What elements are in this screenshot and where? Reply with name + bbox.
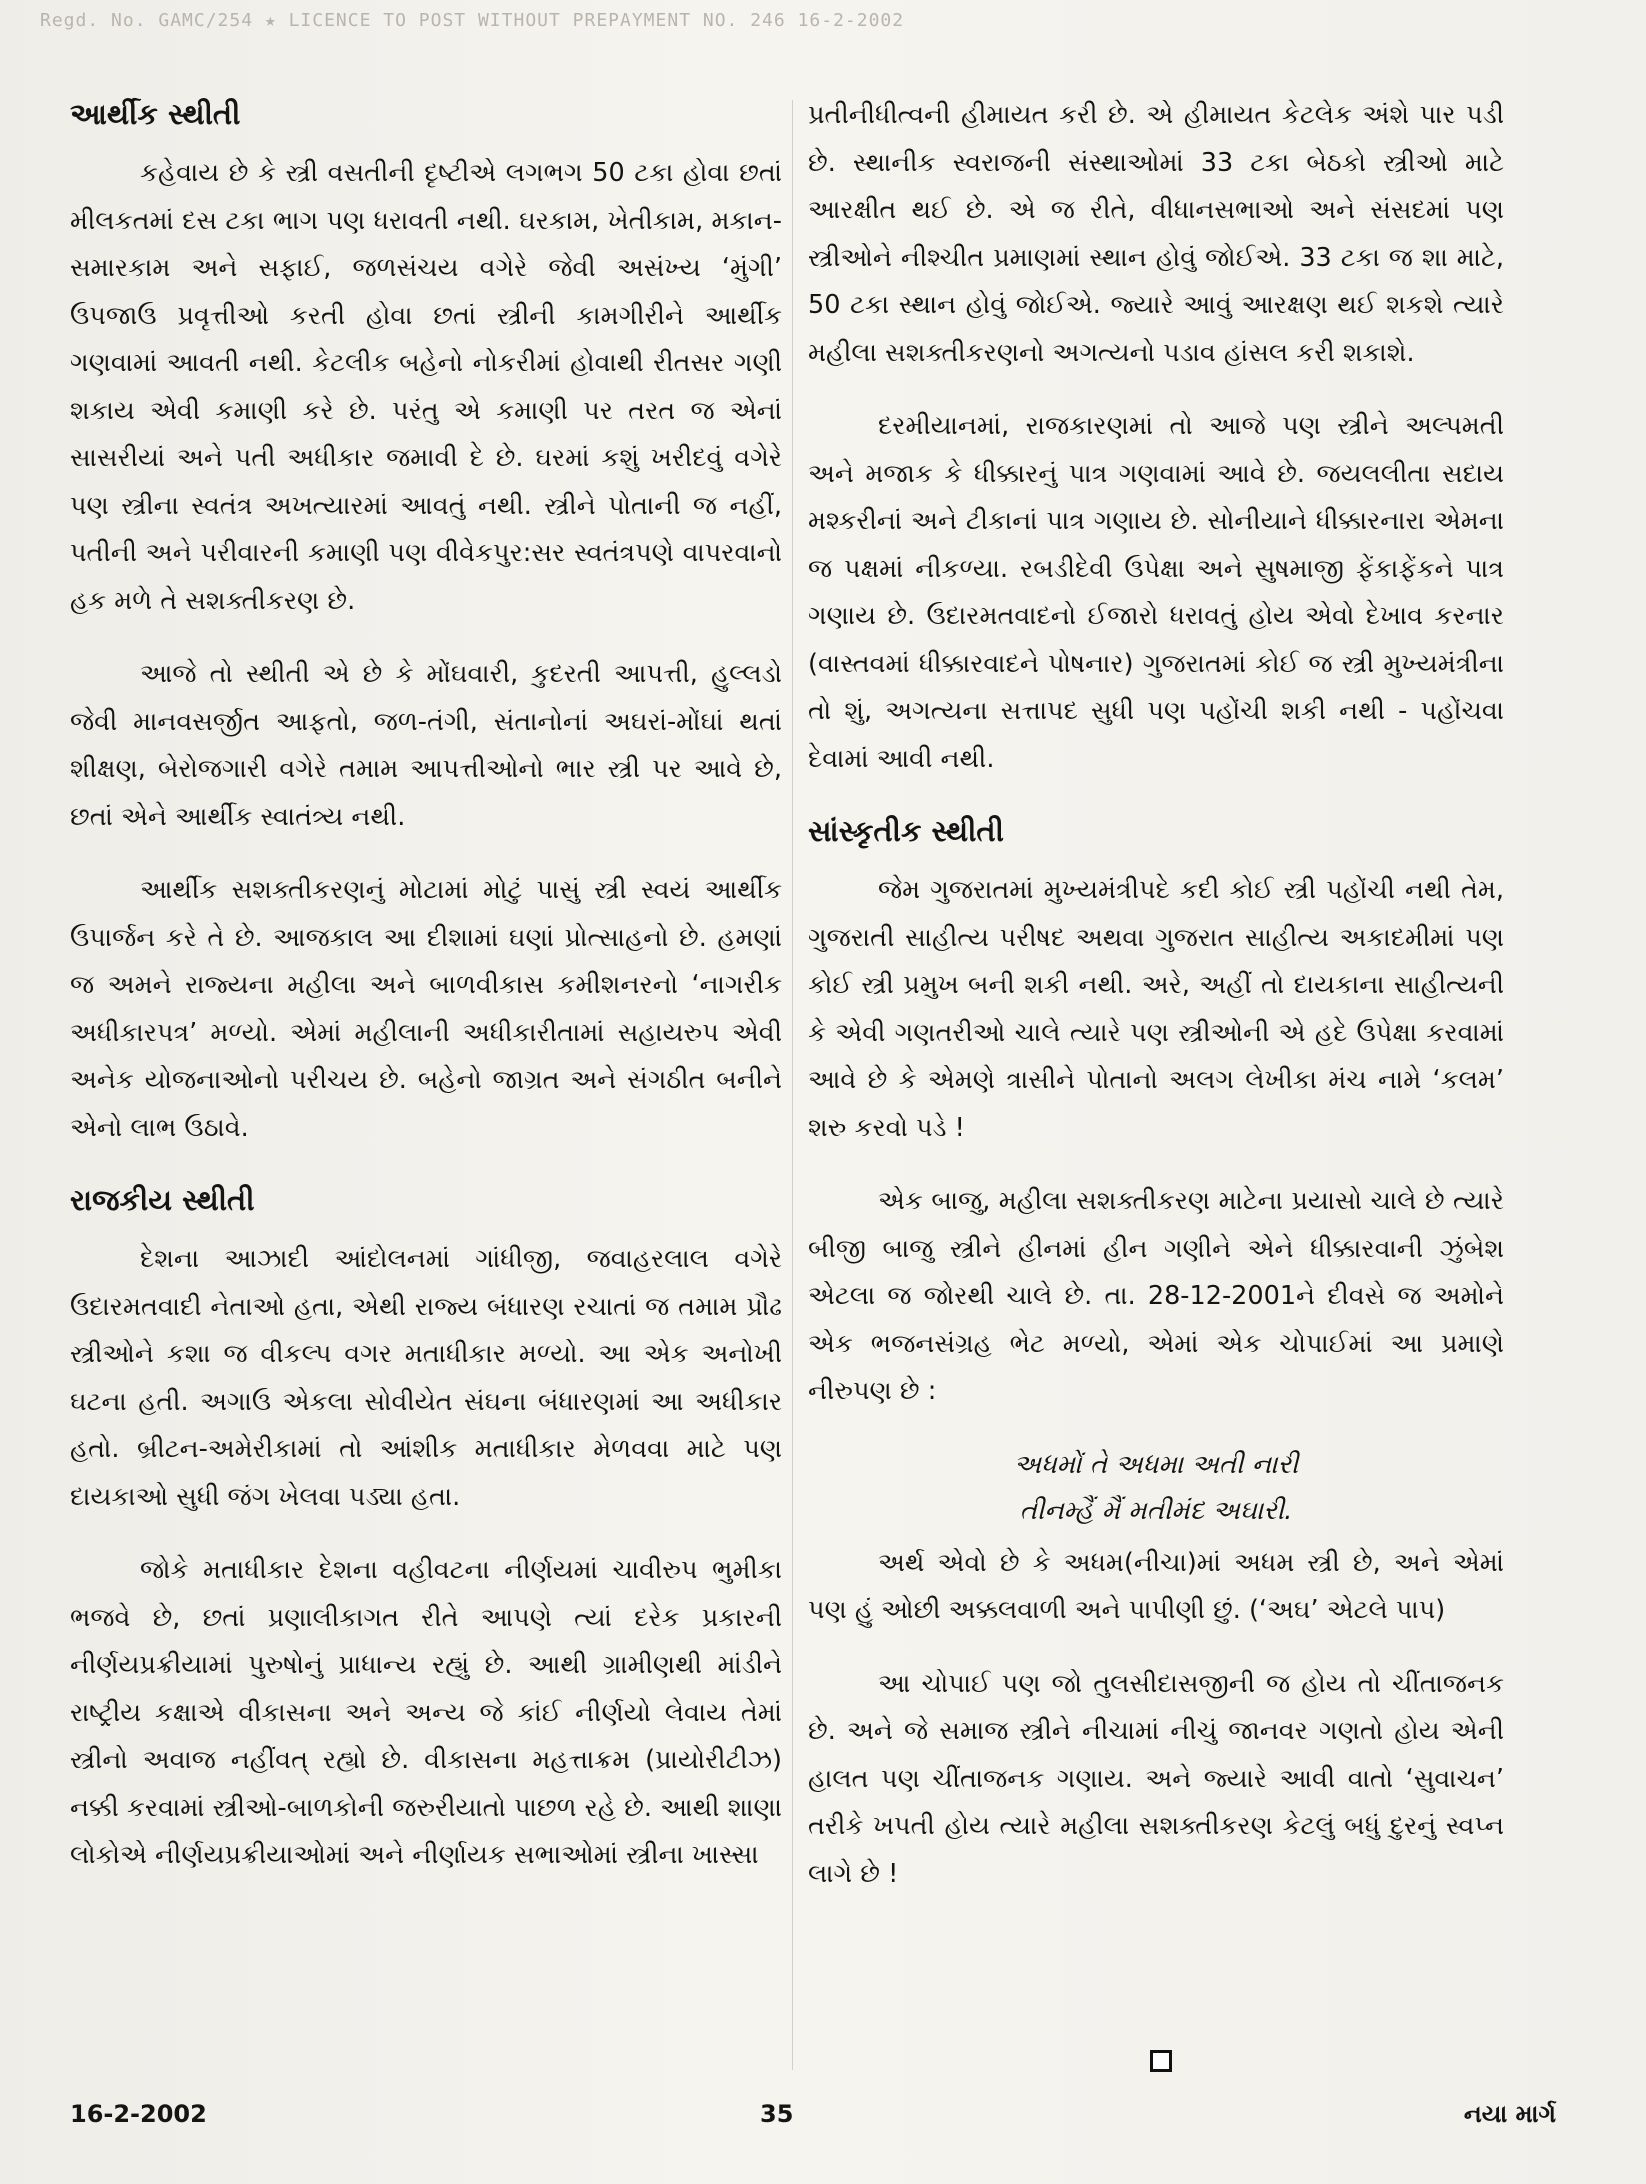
paragraph: જોકે મતાધીકાર દેશના વહીવટના નીર્ણયમાં ચાવીરુપ ભુમીકા ભજવે છે, છતાં પ્રણાલીકાગત રીતે આપણે ત્યાં દરેક પ્રકારની નીર્ણયપ્રક્રીયામાં પુરુષોનું પ્રાધાન્ય રહ્યું છે. આથી ગ્રામીણથી માંડીને રાષ્ટ્રીય કક્ષાએ વીકાસના અને અન્ય જે કાંઈ નીર્ણયો લેવાય તેમાં સ્ત્રીનો અવાજ નહીંવત્ રહ્યો છે. વીકાસના મહત્તાક્રમ (પ્રાયોરીટીઝ) નક્કી કરવામાં સ્ત્રીઓ-બાળકોની જરુરીયાતો પાછળ રહે છે. આથી શાણા લોકોએ નીર્ણયપ્રક્રીયાઓમાં અને નીર્ણાયક સભાઓમાં સ્ત્રીના ખાસ્સા <box>70 1555 782 1870</box>
paragraph: અર્થ એવો છે કે અધમ(નીચા)માં અધમ સ્ત્રી છે, અને એમાં પણ હું ઓછી અક્કલવાળી અને પાપીણી છું. (‘અઘ’ એટલે પાપ) <box>808 1547 1504 1625</box>
paragraph: આર્થીક સશક્તીકરણનું મોટામાં મોટું પાસું સ્ત્રી સ્વયં આર્થીક ઉપાર્જન કરે તે છે. આજકાલ આ દીશામાં ઘણાં પ્રોત્સાહનો છે. હમણાં જ અમને રાજ્યના મહીલા અને બાળવીકાસ કમીશનરનો ‘નાગરીક અધીકારપત્ર’ મળ્યો. એમાં મહીલાની અધીકારીતામાં સહાયરુપ એવી અનેક યોજનાઓનો પરીચય છે. બહેનો જાગ્રત અને સંગઠીત બનીને એનો લાભ ઉઠાવે. <box>70 875 782 1143</box>
end-of-article-square-icon <box>1150 2050 1172 2072</box>
column-divider <box>792 100 793 2070</box>
paragraph: દરમીયાનમાં, રાજકારણમાં તો આજે પણ સ્ત્રીને અલ્પમતી અને મજાક કે ધીક્કારનું પાત્ર ગણવામાં આવે છે. જયલલીતા સદાય મશ્કરીનાં અને ટીકાનાં પાત્ર ગણાય છે. સોનીયાને ધીક્કારનારા એમના જ પક્ષમાં નીકળ્યા. રબડીદેવી ઉપેક્ષા અને સુષમાજી ફેંકાફેંકને પાત્ર ગણાય છે. ઉદારમતવાદનો ઈજારો ધરાવતું હોય એવો દેખાવ કરનાર (વાસ્તવમાં ધીક્કારવાદને પોષનાર) ગુજરાતમાં કોઈ જ સ્ત્રી મુખ્યમંત્રીના તો શું, અગત્યના સત્તાપદ સુધી પણ પહોંચી શકી નથી - પહોંચવા દેવામાં આવી નથી. <box>808 411 1504 774</box>
paragraph: પ્રતીનીધીત્વની હીમાયત કરી છે. એ હીમાયત કેટલેક અંશે પાર પડી છે. સ્થાનીક સ્વરાજની સંસ્થાઓમાં 33 ટકા બેઠકો સ્ત્રીઓ માટે આરક્ષીત થઈ છે. એ જ રીતે, વીધાનસભાઓ અને સંસદમાં પણ સ્ત્રીઓને નીશ્ચીત પ્રમાણમાં સ્થાન હોવું જોઈએ. 33 ટકા જ શા માટે, 50 ટકા સ્થાન હોવું જોઈએ. જ્યારે આવું આરક્ષણ થઈ શકશે ત્યારે મહીલા સશક્તીકરણનો અગત્યનો પડાવ હાંસલ કરી શકાશે. <box>808 100 1504 368</box>
left-column <box>70 92 782 1906</box>
page-number: 35 <box>760 2100 794 2128</box>
paragraph: કહેવાય છે કે સ્ત્રી વસતીની દૃષ્ટીએ લગભગ 50 ટકા હોવા છતાં મીલકતમાં દસ ટકા ભાગ પણ ધરાવતી નથી. ઘરકામ, ખેતીકામ, મકાન-સમારકામ અને સફાઈ, જળસંચય વગેરે જેવી અસંખ્ય ‘મુંગી’ ઉપજાઉ પ્રવૃત્તીઓ કરતી હોવા છતાં સ્ત્રીની કામગીરીને આર્થીક ગણવામાં આવતી નથી. કેટલીક બહેનો નોકરીમાં હોવાથી રીતસર ગણી શકાય એવી કમાણી કરે છે. પરંતુ એ કમાણી પર તરત જ એનાં સાસરીયાં અને પતી અધીકાર જમાવી દે છે. ઘરમાં કશું ખરીદવું વગેરે પણ સ્ત્રીના સ્વતંત્ર અખત્યારમાં આવતું નથી. સ્ત્રીને પોતાની જ નહીં, પતીની અને પરીવારની કમાણી પણ વીવેકપુર:સર સ્વતંત્રપણે વાપરવાનો હક મળે તે સશક્તીકરણ છે. <box>70 158 782 616</box>
paragraph: દેશના આઝાદી આંદોલનમાં ગાંધીજી, જવાહરલાલ વગેરે ઉદારમતવાદી નેતાઓ હતા, એથી રાજ્ય બંધારણ રચાતાં જ તમામ પ્રૌઢ સ્ત્રીઓને કશા જ વીકલ્પ વગર મતાધીકાર મળ્યો. આ એક અનોખી ઘટના હતી. અગાઉ એકલા સોવીયેત સંઘના બંધારણમાં આ અધીકાર હતો. બ્રીટન-અમેરીકામાં તો આંશીક મતાધીકાર મેળવવા માટે પણ દાયકાઓ સુધી જંગ ખેલવા પડ્યા હતા. <box>70 1244 782 1512</box>
right-column <box>808 92 1504 1924</box>
section-heading-political: રાજકીય સ્થીતી <box>70 1183 255 1217</box>
page-footer <box>70 2100 1576 2140</box>
verse-line: અધમોં તે અધમા અતી નારી <box>1013 1449 1299 1480</box>
header-strip: Regd. No. GAMC/254 ★ LICENCE TO POST WITHOUT PREPAYMENT NO. 246 16-2-2002 <box>40 10 905 31</box>
verse-line: તીનમ્હૈં મૈં મતીમંદ અઘારી. <box>1019 1495 1293 1526</box>
footer-date: 16-2-2002 <box>70 2100 207 2128</box>
paragraph: આ ચોપાઈ પણ જો તુલસીદાસજીની જ હોય તો ચીંતાજનક છે. અને જે સમાજ સ્ત્રીને નીચામાં નીચું જાનવર ગણતો હોય એની હાલત પણ ચીંતાજનક ગણાય. અને જ્યારે આવી વાતો ‘સુવાચન’ તરીકે ખપતી હોય ત્યારે મહીલા સશક્તીકરણ કેટલું બધું દુરનું સ્વપ્ન લાગે છે ! <box>808 1668 1504 1889</box>
section-heading-cultural: સાંસ્કૃતીક સ્થીતી <box>808 814 1004 848</box>
paragraph: એક બાજુ, મહીલા સશક્તીકરણ માટેના પ્રયાસો ચાલે છે ત્યારે બીજી બાજુ સ્ત્રીને હીનમાં હીન ગણીને એને ધીક્કારવાની ઝુંબેશ એટલા જ જોરથી ચાલે છે. તા. 28-12-2001ને દીવસે જ અમોને એક ભજનસંગ્રહ ભેટ મળ્યો, એમાં એક ચોપાઈમાં આ પ્રમાણે નીરુપણ છે : <box>808 1186 1504 1406</box>
paragraph: જેમ ગુજરાતમાં મુખ્યમંત્રીપદે કદી કોઈ સ્ત્રી પહોંચી નથી તેમ, ગુજરાતી સાહીત્ય પરીષદ અથવા ગુજરાત સાહીત્ય અકાદમીમાં પણ કોઈ સ્ત્રી પ્રમુખ બની શકી નથી. અરે, અહીં તો દાયકાના સાહીત્યની કે એવી ગણતરીઓ ચાલે ત્યારે પણ સ્ત્રીઓની એ હદે ઉપેક્ષા કરવામાં આવે છે કે એમણે ત્રાસીને પોતાનો અલગ લેખીકા મંચ નામે ‘કલમ’ શરુ કરવો પડે ! <box>808 875 1504 1143</box>
verse-quote <box>808 1442 1504 1534</box>
magazine-name: નયા માર્ગ <box>1463 2100 1556 2128</box>
section-heading-economic: આર્થીક સ્થીતી <box>70 97 241 131</box>
paragraph: આજે તો સ્થીતી એ છે કે મોંઘવારી, કુદરતી આપત્તી, હુલ્લડો જેવી માનવસર્જીત આફતો, જળ-તંગી, સંતાનોનાં અઘરાં-મોંઘાં થતાં શીક્ષણ, બેરોજગારી વગેરે તમામ આપત્તીઓનો ભાર સ્ત્રી પર આવે છે, છતાં એને આર્થીક સ્વાતંત્ર્ય નથી. <box>70 659 782 832</box>
